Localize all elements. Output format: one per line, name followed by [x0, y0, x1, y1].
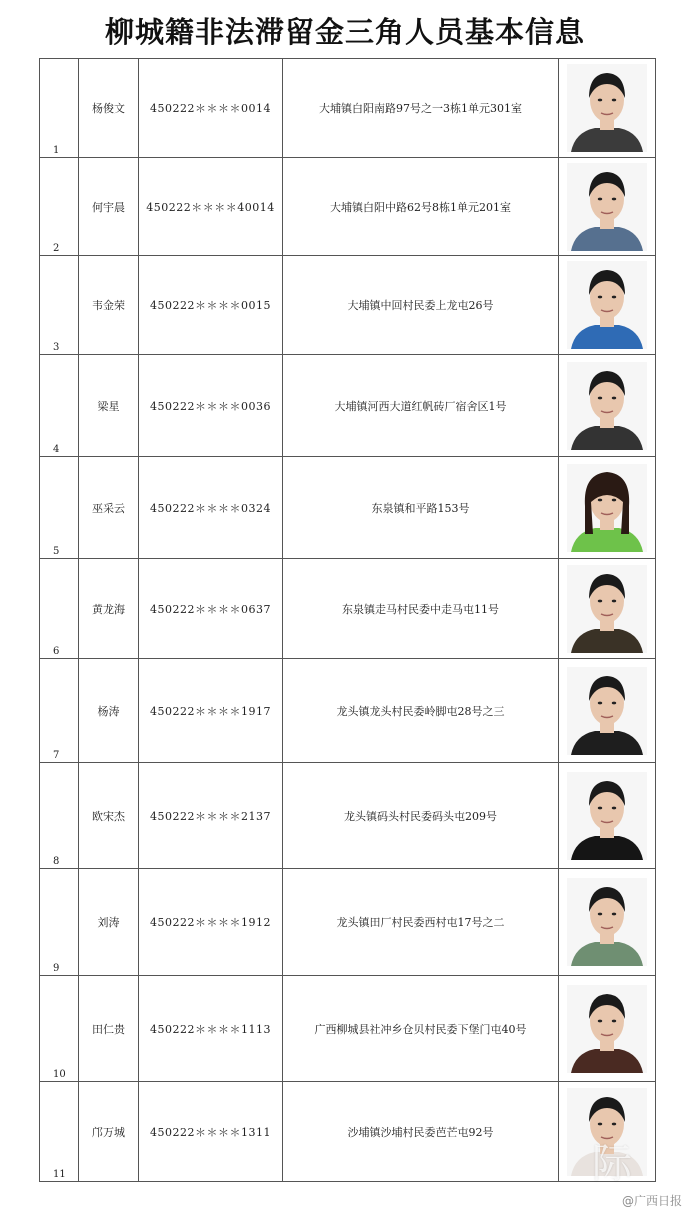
table-row — [40, 763, 656, 869]
row-number: 9 — [53, 963, 60, 974]
row-number-cell — [40, 1082, 79, 1182]
row-number: 5 — [53, 546, 60, 557]
person-name: 何宇晨 — [92, 200, 125, 214]
person-name-cell — [79, 256, 139, 355]
portrait-photo — [567, 64, 647, 152]
address-cell — [283, 256, 559, 355]
person-name: 巫采云 — [92, 501, 125, 515]
row-number-cell — [40, 763, 79, 869]
portrait-photo — [567, 878, 647, 966]
table-row — [40, 1082, 656, 1182]
table-row — [40, 659, 656, 763]
portrait-photo — [567, 163, 647, 251]
address-cell — [283, 355, 559, 457]
photo-cell — [559, 763, 656, 869]
portrait-photo — [567, 772, 647, 860]
row-number-cell — [40, 59, 79, 158]
row-number-cell — [40, 457, 79, 559]
address-cell — [283, 457, 559, 559]
photo-cell — [559, 869, 656, 976]
id-number-cell — [139, 158, 283, 256]
person-name: 邝万城 — [92, 1125, 125, 1139]
person-name: 杨涛 — [97, 704, 120, 718]
portrait-photo — [567, 985, 647, 1073]
address-cell — [283, 976, 559, 1082]
source-watermark: @广西日报 — [621, 1194, 682, 1208]
id-number-cell — [139, 59, 283, 158]
photo-cell — [559, 559, 656, 659]
person-name-cell — [79, 355, 139, 457]
row-number: 1 — [53, 145, 60, 156]
person-name-cell — [79, 158, 139, 256]
table-row — [40, 355, 656, 457]
id-number-cell — [139, 976, 283, 1082]
person-name: 田仁贵 — [92, 1022, 125, 1036]
person-name-cell — [79, 457, 139, 559]
row-number-cell — [40, 355, 79, 457]
portrait-photo — [567, 565, 647, 653]
address-cell — [283, 659, 559, 763]
person-name-cell — [79, 869, 139, 976]
id-number: 450222＊＊＊＊1311 — [150, 1125, 271, 1139]
row-number-cell — [40, 559, 79, 659]
portrait-photo — [567, 464, 647, 552]
person-name-cell — [79, 976, 139, 1082]
id-number-cell — [139, 763, 283, 869]
id-number: 450222＊＊＊＊1917 — [150, 704, 271, 718]
table-row — [40, 59, 656, 158]
photo-cell — [559, 457, 656, 559]
watermark-logo: 际 — [592, 1141, 632, 1187]
id-number-cell — [139, 869, 283, 976]
id-number-cell — [139, 559, 283, 659]
table-row — [40, 869, 656, 976]
row-number-cell — [40, 659, 79, 763]
row-number: 10 — [53, 1069, 66, 1080]
address: 大埔镇白阳南路97号之一3栋1单元301室 — [319, 102, 522, 115]
address-cell — [283, 869, 559, 976]
row-number: 8 — [53, 856, 60, 867]
photo-cell — [559, 976, 656, 1082]
row-number-cell — [40, 869, 79, 976]
id-number: 450222＊＊＊＊40014 — [146, 200, 275, 214]
page-title: 柳城籍非法滞留金三角人员基本信息 — [104, 15, 585, 49]
address: 沙埔镇沙埔村民委芭芒屯92号 — [347, 1125, 494, 1139]
table-row — [40, 256, 656, 355]
id-number: 450222＊＊＊＊1113 — [150, 1022, 271, 1036]
id-number: 450222＊＊＊＊1912 — [150, 916, 271, 929]
photo-cell — [559, 59, 656, 158]
row-number-cell — [40, 976, 79, 1082]
address-cell — [283, 59, 559, 158]
table-row — [40, 976, 656, 1082]
address: 东泉镇和平路153号 — [371, 501, 470, 515]
address: 龙头镇龙头村民委岭脚屯28号之三 — [336, 704, 505, 718]
row-number: 6 — [53, 646, 60, 657]
person-name: 欧宋杰 — [92, 809, 125, 823]
address-cell — [283, 1082, 559, 1182]
person-name-cell — [79, 763, 139, 869]
person-name-cell — [79, 1082, 139, 1182]
person-name: 刘涛 — [97, 916, 120, 929]
address: 龙头镇田厂村民委西村屯17号之二 — [336, 916, 505, 929]
id-number: 450222＊＊＊＊0015 — [150, 299, 271, 312]
photo-cell — [559, 256, 656, 355]
row-number: 3 — [53, 342, 60, 353]
address-cell — [283, 763, 559, 869]
row-number-cell — [40, 158, 79, 256]
id-number-cell — [139, 355, 283, 457]
photo-cell — [559, 158, 656, 256]
address: 东泉镇走马村民委中走马屯11号 — [342, 602, 499, 616]
row-number: 7 — [53, 750, 60, 761]
photo-cell — [559, 355, 656, 457]
person-name-cell — [79, 659, 139, 763]
person-name: 梁星 — [97, 399, 120, 413]
personnel-table — [39, 58, 656, 1182]
address: 龙头镇码头村民委码头屯209号 — [344, 809, 497, 823]
address: 大埔镇中回村民委上龙屯26号 — [347, 299, 494, 312]
address: 大埔镇白阳中路62号8栋1单元201室 — [330, 200, 511, 214]
id-number: 450222＊＊＊＊0324 — [150, 501, 271, 515]
person-name: 黄龙海 — [92, 602, 125, 616]
id-number-cell — [139, 659, 283, 763]
id-number: 450222＊＊＊＊0014 — [150, 102, 271, 115]
table-row — [40, 457, 656, 559]
table-row — [40, 158, 656, 256]
id-number: 450222＊＊＊＊2137 — [150, 809, 271, 823]
id-number-cell — [139, 256, 283, 355]
id-number-cell — [139, 457, 283, 559]
address-cell — [283, 559, 559, 659]
person-name-cell — [79, 559, 139, 659]
table-row — [40, 559, 656, 659]
person-name: 韦金荣 — [92, 299, 125, 312]
portrait-photo — [567, 362, 647, 450]
address: 大埔镇河西大道红帆砖厂宿舍区1号 — [334, 399, 507, 413]
id-number: 450222＊＊＊＊0637 — [150, 602, 271, 616]
address: 广西柳城县社冲乡仓贝村民委下堡门屯40号 — [314, 1022, 527, 1036]
row-number: 2 — [53, 243, 60, 254]
portrait-photo — [567, 261, 647, 349]
portrait-photo — [567, 667, 647, 755]
row-number: 11 — [53, 1169, 66, 1180]
row-number-cell — [40, 256, 79, 355]
row-number: 4 — [53, 444, 60, 455]
photo-cell — [559, 659, 656, 763]
id-number-cell — [139, 1082, 283, 1182]
address-cell — [283, 158, 559, 256]
person-name: 杨俊文 — [92, 102, 125, 115]
id-number: 450222＊＊＊＊0036 — [150, 399, 271, 413]
person-name-cell — [79, 59, 139, 158]
